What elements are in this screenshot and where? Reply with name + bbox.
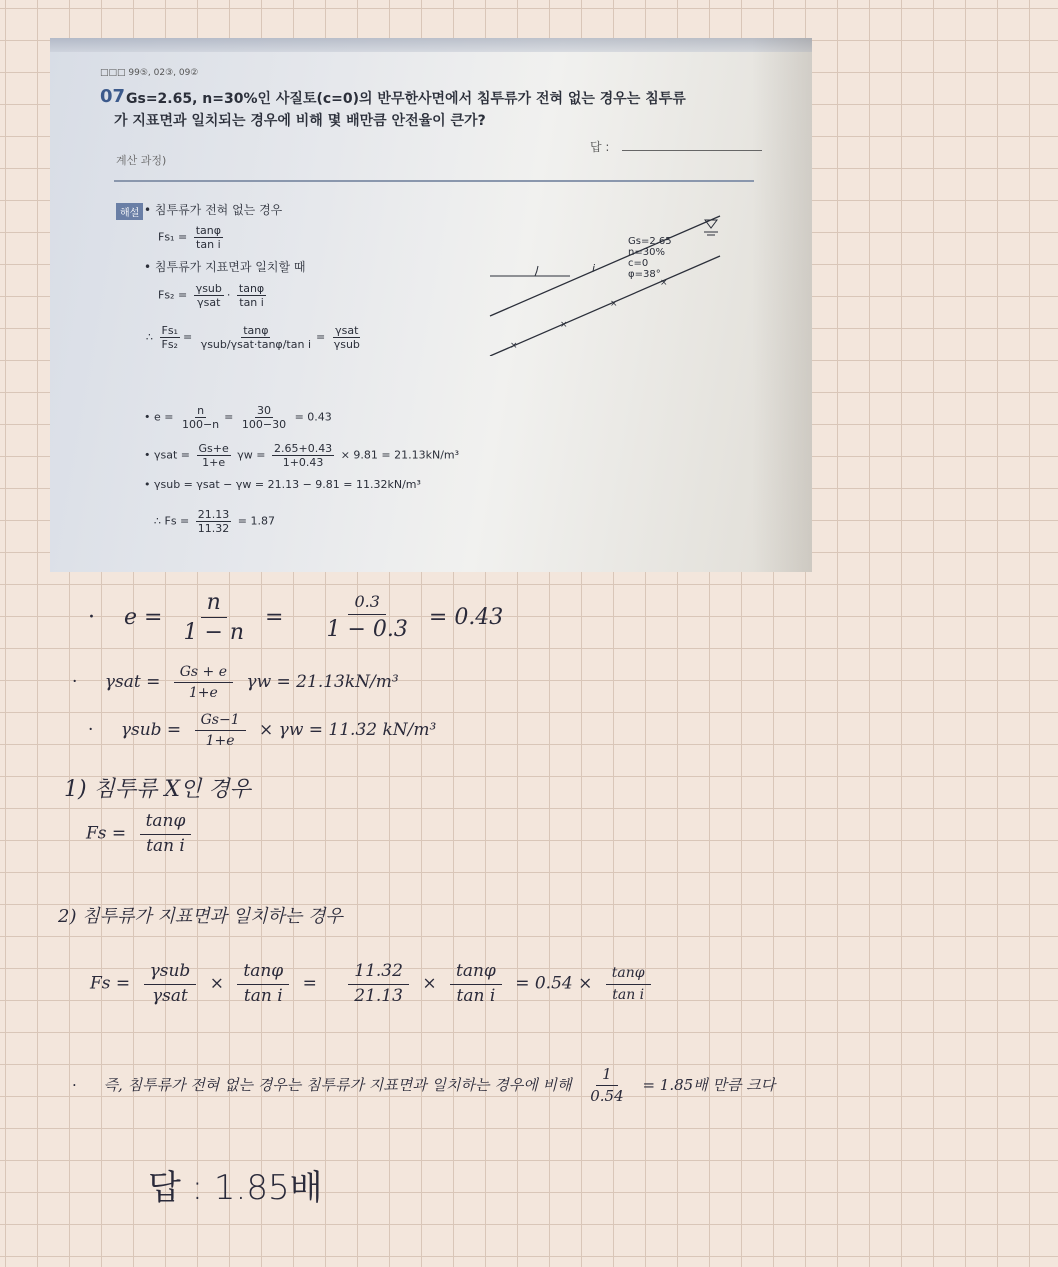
question-checks: □□□ 99⑤, 02③, 09② [100,68,199,78]
hw-final-answer: 답 : 1.85배 [148,1168,323,1208]
question-text-line1: Gs=2.65, n=30%인 사질토(c=0)의 반무한사면에서 침투류가 전혀 없는 경우는 침투류 [126,91,686,107]
solution-ratio-formula: ∴ $\frac{\text{Fs₁}}{\text{Fs₂}}$ = $\frac{\tan\varphi}{\text{γsub/γsat·tanφ/tan i}}$ = $\frac{\text{γsat}}{\text{γsub}}$ [146,324,360,352]
calc-label: 계산 과정) [116,154,167,167]
svg-text:×: × [610,299,618,309]
solution-e-formula: • e = $\frac{n}{100-n}$ = $\frac{30}{100-30}$ = 0.43 [144,404,332,432]
svg-text:×: × [560,320,568,330]
answer-line [622,150,762,151]
svg-text:×: × [510,341,518,351]
photo-top-shadow [50,38,812,52]
hw-gsub-line: · γsub = $\frac{Gs-1}{1+e}$ × γw = 11.32 kN/m³ [88,712,437,750]
hw-gsat-line: · γsat = $\frac{Gs + e}{1+e}$ γw = 21.13kN/m³ [72,664,399,702]
solution-gsub-formula: • γsub = γsat − γw = 21.13 − 9.81 = 11.32kN/m³ [144,478,421,491]
separator-line [114,180,754,182]
soil-params: Gs=2.65 n=30% c=0 φ=38° [628,236,672,280]
svg-text:×: × [660,278,668,288]
answer-label: 답 : [590,140,610,154]
slope-diagram-svg [480,206,740,356]
solution-case1: • 침투류가 전혀 없는 경우 [144,203,283,217]
photo-right-shadow [752,38,812,572]
fraction: $\frac{\tan\varphi}{\text{tan i}}$ [195,224,221,252]
slope-angle-label: i [592,262,596,275]
hw-case1-title: 1) 침투류 X인 경우 [64,777,251,802]
solution-gsat-formula: • γsat = $\frac{Gs+e}{1+e}$ γw = $\frac{2.65+0.43}{1+0.43}$ × 9.81 = 21.13kN/m³ [144,442,460,470]
hw-e-line: · e = $\frac{n}{1 - n}$ = 0.3 1 − 0.3 = 0.43 [88,590,504,646]
hw-case2-formula: Fs = γsub γsat × $\frac{\tan\varphi}{\text{tan i}}$ = $\frac{11.32}{21.13}$ × $\frac{\tan\varphi}{\text{tan i}}$ = 0.54 × $\frac{\tan\varphi}{\text{tan i}}$ [90,962,659,1006]
solution-tag: 해설 [116,203,143,220]
fs1-lhs: Fs₁ = [158,230,188,244]
textbook-photo [50,38,812,572]
solution-fs1-formula [158,224,226,251]
question-number: 07 [100,86,126,107]
solution-fs2-formula: Fs₂ = $\frac{\text{γsub}}{\text{γsat}}$ · $\frac{\tan\varphi}{\text{tan i}}$ [158,282,265,310]
question-text-line2: 가 지표면과 일치되는 경우에 비해 몇 배만큼 안전율이 큰가? [114,113,486,129]
solution-fs-result: ∴ Fs = $\frac{21.13}{11.32}$ = 1.87 [154,508,275,536]
hw-case2-title: 2) 침투류가 지표면과 일치하는 경우 [58,906,343,927]
solution-case2: • 침투류가 지표면과 일치할 때 [144,260,306,274]
hw-conclusion: · 즉, 침투류가 전혀 없는 경우는 침투류가 지표면과 일치하는 경우에 비해 $\frac{1}{0.54}$ = 1.85배 만큼 크다 [72,1065,776,1106]
slope-diagram [480,206,740,360]
hw-case1-formula: Fs = $\frac{\tan\varphi}{\text{tan i}}$ [86,812,199,856]
